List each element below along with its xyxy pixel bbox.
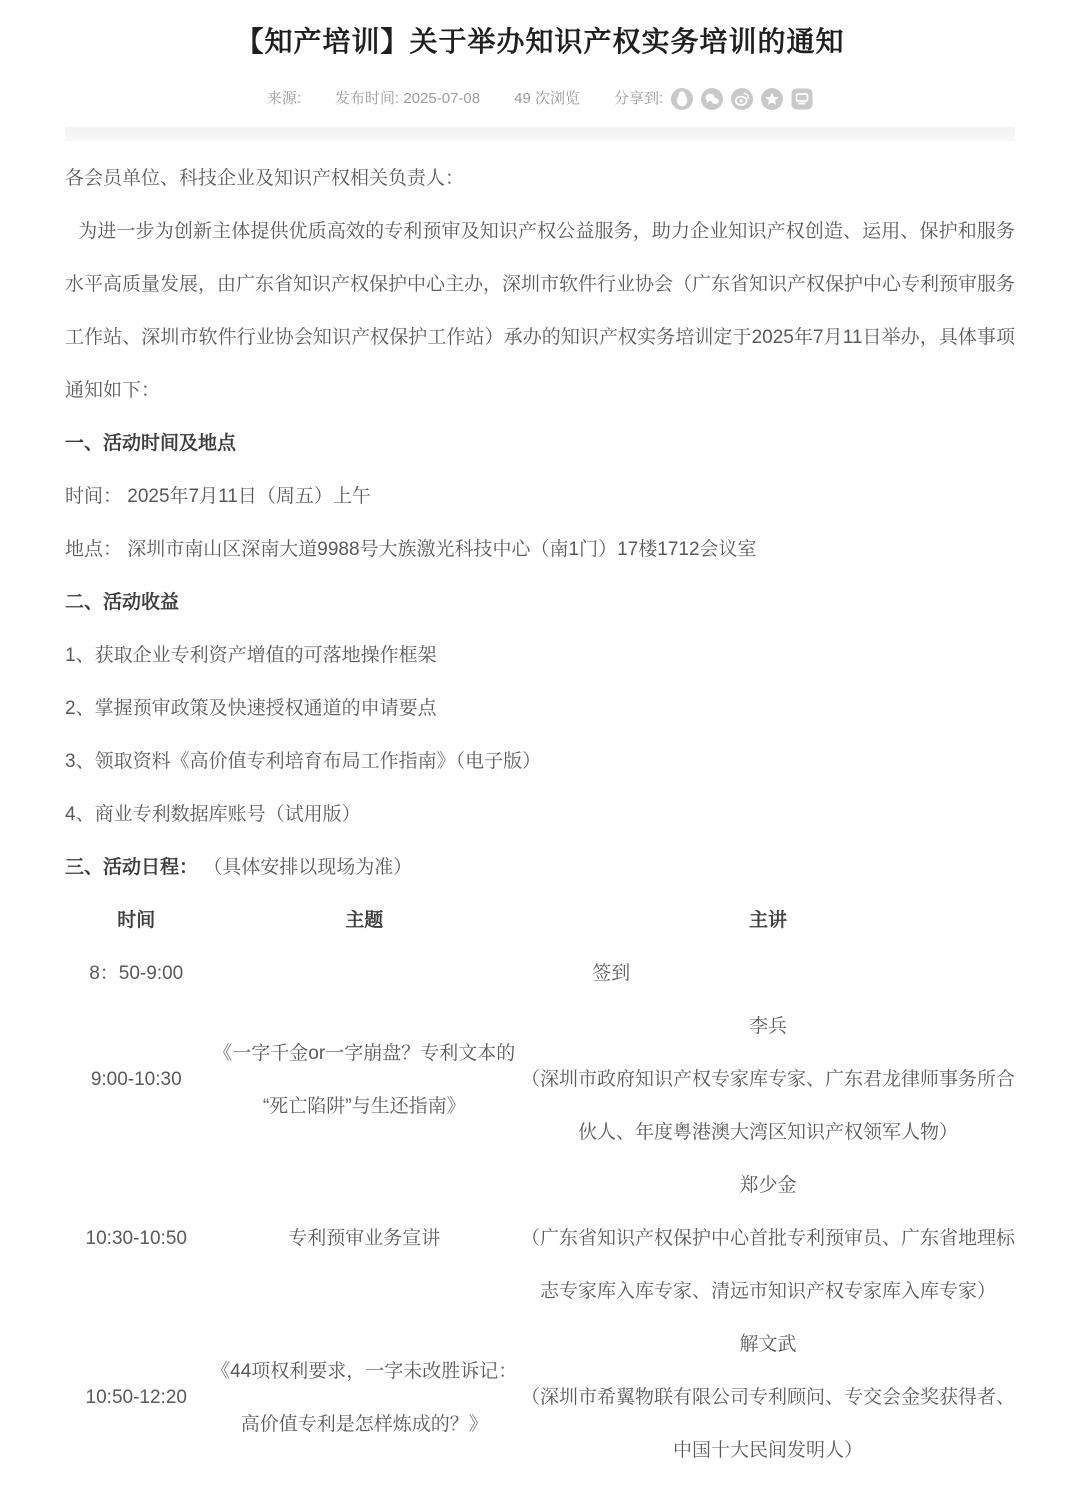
header-speaker: 主讲 (748, 910, 787, 931)
benefit-item-1: 1、获取企业专利资产增值的可落地操作框架 (65, 645, 437, 666)
benefit-item-4: 4、商业专利数据库账号（试用版） (65, 804, 361, 825)
share-weibo-icon[interactable] (731, 88, 753, 110)
speaker-name: 郑少金 (739, 1175, 797, 1196)
section-1-title: 一、活动时间及地点 (65, 433, 237, 454)
section-3-note: （具体安排以现场为准） (203, 857, 413, 878)
topic-cell: 《44项权利要求，一字未改胜诉记：高价值专利是怎样炼成的？》 (211, 1360, 518, 1435)
share-qzone-icon[interactable] (761, 88, 783, 110)
publish-date: 发布时间: 2025-07-08 (335, 90, 481, 107)
section-3-heading (65, 841, 1015, 894)
schedule-header-row (65, 894, 1015, 947)
salutation: 各会员单位、科技企业及知识产权相关负责人： (65, 168, 465, 189)
speaker-name: 解文武 (739, 1334, 797, 1355)
share-more-icon[interactable] (791, 88, 813, 110)
event-place: 地点： 深圳市南山区深南大道9988号大族激光科技中心（南1门）17楼1712会议室 (65, 539, 757, 560)
share-qq-icon[interactable] (671, 88, 693, 110)
article-body (65, 152, 1015, 1477)
schedule-row-signin (65, 947, 1015, 1000)
section-3-title: 三、活动日程： (65, 857, 199, 878)
topic-cell: 《一字千金or一字崩盘？专利文本的“死亡陷阱”与生还指南》 (213, 1042, 516, 1117)
activity-cell: 签到 (592, 963, 631, 984)
section-2-title: 二、活动收益 (65, 592, 180, 613)
header-topic: 主题 (345, 910, 384, 931)
speaker-desc: （广东省知识产权保护中心首批专利预审员、广东省地理标志专家库入库专家、清远市知识产权专家库入库专家） (521, 1228, 1016, 1302)
page-title: 【知产培训】关于举办知识产权实务培训的通知 (235, 26, 845, 57)
meta-bar (65, 88, 1015, 110)
share-label: 分享到: (613, 90, 664, 107)
share-group (614, 88, 813, 110)
benefit-item-3: 3、领取资料《高价值专利培育布局工作指南》（电子版） (65, 751, 542, 772)
speaker-desc: （深圳市政府知识产权专家库专家、广东君龙律师事务所合伙人、年度粤港澳大湾区知识产权领军人物） (521, 1069, 1016, 1143)
speaker-cell (521, 1159, 1015, 1318)
schedule-row-2 (65, 1159, 1015, 1318)
header-time: 时间 (117, 910, 156, 931)
schedule-row-1 (65, 1000, 1015, 1159)
speaker-cell (521, 1000, 1015, 1159)
source-label: 来源: (266, 90, 302, 107)
speaker-name: 李兵 (748, 1016, 787, 1037)
event-time: 时间： 2025年7月11日（周五）上午 (65, 486, 371, 507)
speaker-desc: （深圳市希翼物联有限公司专利顾问、专交会金奖获得者、中国十大民间发明人） (521, 1387, 1016, 1461)
topic-cell: 专利预审业务宣讲 (288, 1228, 441, 1249)
view-count: 49 次浏览 (514, 90, 580, 107)
schedule-table (65, 894, 1015, 1477)
time-cell: 10:50-12:20 (85, 1387, 187, 1408)
schedule-row-3 (65, 1318, 1015, 1477)
speaker-cell (521, 1318, 1015, 1477)
intro-paragraph: 为进一步为创新主体提供优质高效的专利预审及知识产权公益服务，助力企业知识产权创造、运用、保护和服务水平高质量发展，由广东省知识产权保护中心主办，深圳市软件行业协会（广东省知识产权保护中心专利预审服务工作站、深圳市软件行业协会知识产权保护工作站）承办的知识产权实务培训定于2025年7月11日举办，具体事项通知如下： (65, 221, 1016, 401)
time-cell: 10:30-10:50 (85, 1228, 187, 1249)
share-wechat-icon[interactable] (701, 88, 723, 110)
header-divider (65, 127, 1015, 141)
time-cell: 8：50-9:00 (89, 963, 184, 984)
time-cell: 9:00-10:30 (90, 1069, 182, 1090)
benefit-item-2: 2、掌握预审政策及快速授权通道的申请要点 (65, 698, 437, 719)
